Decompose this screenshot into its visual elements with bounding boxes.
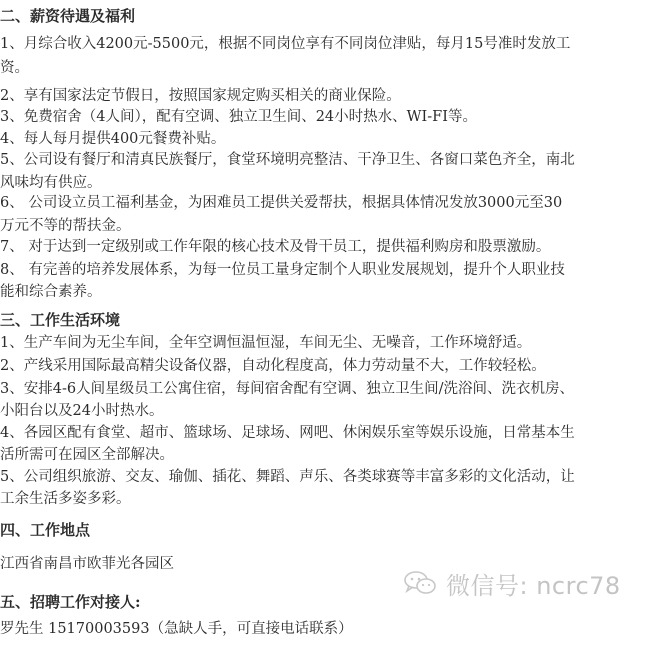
environment-item-3: 3、安排4-6人间星级员工公寓住宿，每间宿舍配有空调、独立卫生间/洗浴间、洗衣机房、 <box>0 381 574 397</box>
salary-item-7: 7、 对于达到一定级别或工作年限的核心技术及骨干员工，提供福利购房和股票激励。 <box>0 239 551 255</box>
salary-item-1: 1、月综合收入4200元-5500元，根据不同岗位享有不同岗位津贴，每月15号准时发放工 <box>0 36 571 52</box>
watermark-text: 微信号: ncrc78 <box>446 571 621 600</box>
wechat-bubble-icon <box>402 568 438 598</box>
wechat-watermark <box>402 566 621 600</box>
environment-item-5: 5、公司组织旅游、交友、瑜伽、插花、舞蹈、声乐、各类球赛等丰富多彩的文化活动，让 <box>0 469 575 485</box>
salary-item-8: 8、 有完善的培养发展体系，为每一位员工量身定制个人职业发展规划，提升个人职业技 <box>0 262 565 278</box>
salary-item-8-cont: 能和综合素养。 <box>0 284 102 300</box>
salary-item-5-cont: 风味均有供应。 <box>0 175 102 191</box>
salary-item-2: 2、享有国家法定节假日，按照国家规定购买相关的商业保险。 <box>0 88 401 104</box>
salary-item-3: 3、免费宿舍（4人间），配有空调、独立卫生间、24小时热水、WI-FI等。 <box>0 109 477 125</box>
section-heading-salary: 二、薪资待遇及福利 <box>0 7 136 25</box>
environment-item-4: 4、各园区配有食堂、超市、篮球场、足球场、网吧、休闲娱乐室等娱乐设施，日常基本生 <box>0 425 575 441</box>
salary-item-1-cont: 资。 <box>0 60 29 76</box>
environment-item-5-cont: 工余生活多姿多彩。 <box>0 491 131 507</box>
salary-item-6: 6、 公司设立员工福利基金，为困难员工提供关爱帮扶，根据具体情况发放3000元至30 <box>0 195 563 211</box>
environment-item-4-cont: 活所需可在园区全部解决。 <box>0 447 174 463</box>
salary-item-4: 4、每人每月提供400元餐费补贴。 <box>0 131 226 147</box>
contact-person: 罗先生 15170003593（急缺人手，可直接电话联系） <box>0 621 353 637</box>
salary-item-5: 5、公司设有餐厅和清真民族餐厅，食堂环境明亮整洁、干净卫生、各窗口菜色齐全，南北 <box>0 152 575 168</box>
environment-item-1: 1、生产车间为无尘车间，全年空调恒温恒湿，车间无尘、无噪音，工作环境舒适。 <box>0 335 532 351</box>
salary-item-6-cont: 万元不等的帮扶金。 <box>0 218 131 234</box>
section-heading-environment: 三、工作生活环境 <box>0 311 121 329</box>
environment-item-2: 2、产线采用国际最高精尖设备仪器，自动化程度高，体力劳动量不大，工作较轻松。 <box>0 358 546 374</box>
environment-item-3-cont: 小阳台以及24小时热水。 <box>0 403 164 419</box>
section-heading-contact: 五、招聘工作对接人: <box>0 593 141 611</box>
section-heading-location: 四、工作地点 <box>0 521 91 539</box>
location-address: 江西省南昌市欧菲光各园区 <box>0 556 174 572</box>
